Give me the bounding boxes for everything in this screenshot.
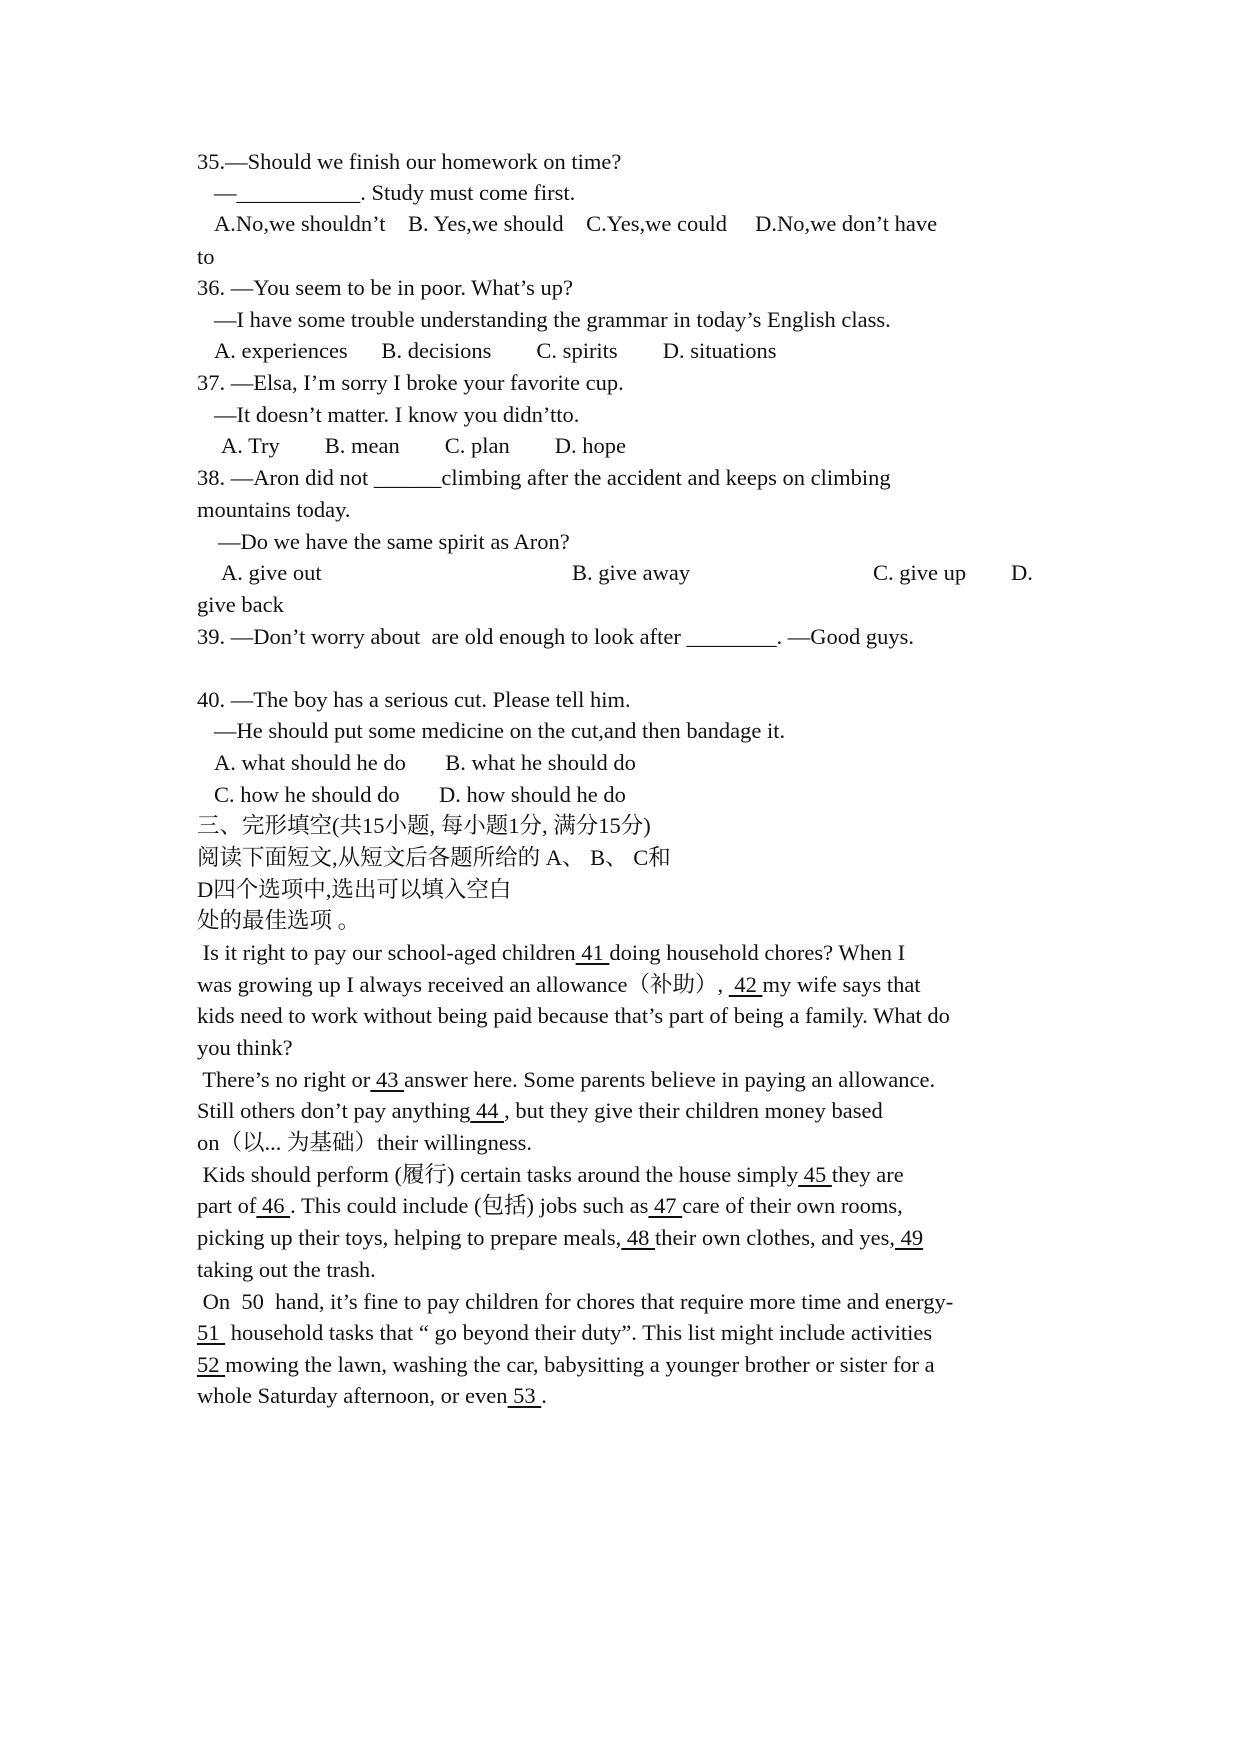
q38-option-d: D. [1011,560,1033,585]
section3-instruction-1: 阅读下面短文,从短文后各题所给的 A、 B、 C和 [197,845,671,870]
passage-p4-line3: 52 mowing the lawn, washing the car, babysitting a younger brother or sister for a [197,1352,935,1377]
passage-p3-line3: picking up their toys, helping to prepare meals, 48 their own clothes, and yes, 49 [197,1225,924,1250]
q38-option-d-wrap: give back [197,592,284,617]
q38-stem: 38. —Aron did not ______climbing after the accident and keeps on climbing [197,465,891,490]
blank-41: 41 [575,940,610,965]
passage-p4-line4: whole Saturday afternoon, or even 53 . [197,1383,547,1408]
blank-48: 48 [621,1225,656,1250]
q37-options: A. Try B. mean C. plan D. hope [221,433,626,458]
blank-52: 52 [197,1352,226,1377]
q35-options-wrap: to [197,244,215,269]
passage-p3-line2: part of 46 . This could include (包括) jobs such as 47 care of their own rooms, [197,1193,903,1218]
q40-stem: 40. —The boy has a serious cut. Please tell him. [197,687,631,712]
q38-option-b: B. give away [572,560,691,585]
q37-reply: —It doesn’t matter. I know you didn’tto. [214,402,580,427]
q35-options: A.No,we shouldn’t B. Yes,we should C.Yes,we could D.No,we don’t have [214,211,938,236]
passage-p2-line3: on（以... 为基础）their willingness. [197,1130,532,1155]
blank-53: 53 [507,1383,542,1408]
q38-option-c: C. give up [873,560,967,585]
passage-p4-line1: On 50 hand, it’s fine to pay children for chores that require more time and energy- [197,1289,954,1314]
section3-heading: 三、完形填空(共15小题, 每小题1分, 满分15分) [197,813,651,838]
passage-p4-line2: 51 household tasks that “ go beyond their duty”. This list might include activities [197,1320,933,1345]
q36-reply: —I have some trouble understanding the grammar in today’s English class. [214,307,891,332]
q37-stem: 37. —Elsa, I’m sorry I broke your favorite cup. [197,370,624,395]
passage-p3-line1: Kids should perform (履行) certain tasks around the house simply 45 they are [197,1162,904,1187]
q40-options-2: C. how he should do D. how should he do [214,782,626,807]
blank-46: 46 [256,1193,291,1218]
passage-p1-line2: was growing up I always received an allowance（补助）, 42 my wife says that [197,972,921,997]
q39-stem: 39. —Don’t worry about are old enough to look after ________. —Good guys. [197,624,914,649]
blank-47: 47 [648,1193,683,1218]
passage-p1-line3: kids need to work without being paid because that’s part of being a family. What do [197,1003,950,1028]
passage-p1-line1: Is it right to pay our school-aged children 41 doing household chores? When I [197,940,906,965]
q35-reply: —___________. Study must come first. [214,180,576,205]
blank-51: 51 [197,1320,226,1345]
passage-p2-line2: Still others don’t pay anything 44 , but they give their children money based [197,1098,883,1123]
passage-p2-line1: There’s no right or 43 answer here. Some parents believe in paying an allowance. [197,1067,936,1092]
q40-options-1: A. what should he do B. what he should do [214,750,636,775]
blank-45: 45 [798,1162,832,1187]
passage-p3-line4: taking out the trash. [197,1257,376,1282]
q38-reply: —Do we have the same spirit as Aron? [218,529,570,554]
blank-43: 43 [370,1067,405,1092]
blank-49: 49 [894,1225,924,1250]
q38-option-a: A. give out [221,560,322,585]
passage-p1-line4: you think? [197,1035,293,1060]
q35-stem: 35.—Should we finish our homework on time? [197,149,622,174]
q36-stem: 36. —You seem to be in poor. What’s up? [197,275,574,300]
q36-options: A. experiences B. decisions C. spirits D. situations [214,338,777,363]
q40-reply: —He should put some medicine on the cut,and then bandage it. [214,718,786,743]
blank-42: 42 [728,972,763,997]
q38-stem-wrap: mountains today. [197,497,351,522]
blank-44: 44 [470,1098,505,1123]
section3-instruction-2: D四个选项中,选出可以填入空白 [197,877,512,902]
section3-instruction-3: 处的最佳选项 。 [197,908,361,933]
